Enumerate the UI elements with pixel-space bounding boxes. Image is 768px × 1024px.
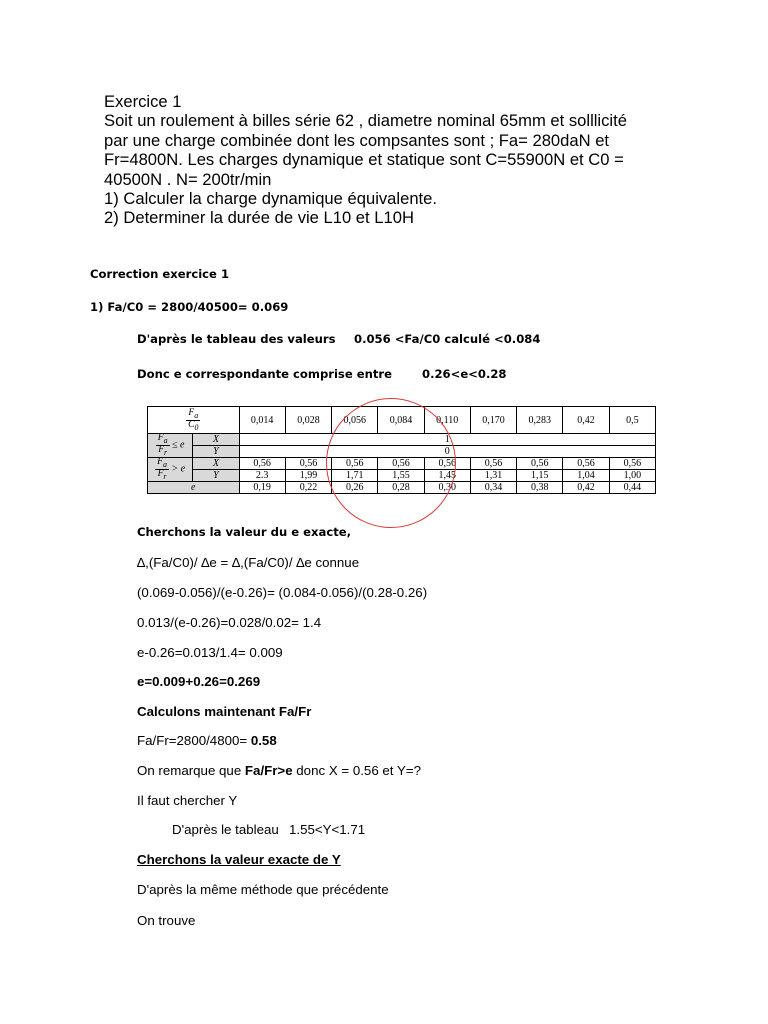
table-cell: 0,44	[609, 482, 655, 494]
correction-title: Correction exercice 1	[90, 267, 230, 281]
table-cell: 0,26	[332, 482, 378, 494]
table-column-header: 0,028	[285, 407, 331, 434]
exercise-question-1: 1) Calculer la charge dynamique équivalente.	[104, 189, 437, 209]
table-cell: 0,56	[517, 458, 563, 470]
table-row	[148, 470, 656, 482]
exercise-line: 40500N . N= 200tr/min	[104, 169, 272, 189]
remark-suffix: donc X = 0.56 et Y=?	[292, 763, 421, 778]
y-value-le-e: 0	[239, 446, 655, 458]
fafr-prefix: Fa/Fr=2800/4800=	[137, 733, 251, 748]
condition-gt-e: $\frac{F_a}{F_r}$ > e	[148, 458, 193, 482]
table-cell: 0,56	[563, 458, 609, 470]
table-cell: 1,31	[470, 470, 516, 482]
table-cell: 0,34	[470, 482, 516, 494]
table-cell: 1,45	[424, 470, 470, 482]
table-column-header: 0,5	[609, 407, 655, 434]
table-row	[148, 446, 656, 458]
table-cell: 1,55	[378, 470, 424, 482]
correction-step-1: 1) Fa/C0 = 2800/40500= 0.069	[90, 300, 289, 314]
exercise-line: Fr=4800N. Les charges dynamique et statique sont C=55900N et C0 =	[104, 150, 624, 170]
exercise-line: Soit un roulement à billes série 62 , diametre nominal 65mm et solllicité	[104, 111, 627, 131]
table-cell: 0,38	[517, 482, 563, 494]
table-cell: 1,00	[609, 470, 655, 482]
x-label: X	[193, 458, 239, 470]
exercise-line: par une charge combinée dont les compsantes sont ; Fa= 280daN et	[104, 130, 610, 150]
fafr-line	[137, 733, 277, 748]
fafr-value: 0.58	[250, 733, 277, 748]
equation-3: e-0.26=0.013/1.4= 0.009	[137, 645, 283, 660]
remark-line	[137, 763, 421, 778]
table-column-header: 0,110	[424, 407, 470, 434]
table-cell: 0,56	[285, 458, 331, 470]
table-cell: 1,71	[332, 470, 378, 482]
coefficient-table	[147, 406, 656, 504]
exercise-block	[104, 92, 627, 228]
table-row	[148, 482, 656, 494]
table-cell: 1,99	[285, 470, 331, 482]
exercise-question-2: 2) Determiner la durée de vie L10 et L10H	[104, 208, 414, 228]
on-trouve-line: On trouve	[137, 913, 196, 928]
remark-prefix: On remarque que	[137, 763, 245, 778]
equation-4-result: e=0.009+0.26=0.269	[137, 674, 261, 689]
heading-y-exacte: Cherchons la valeur exacte de Y	[137, 852, 341, 867]
table-column-header: 0,084	[378, 407, 424, 434]
e-label: e	[148, 482, 240, 494]
table-cell: 0,30	[424, 482, 470, 494]
table-cell: 0,56	[470, 458, 516, 470]
table-header-row	[148, 407, 656, 434]
table-column-header: 0,170	[470, 407, 516, 434]
table-cell: 2.3	[239, 470, 285, 482]
table-cell: 0,22	[285, 482, 331, 494]
table-cell: 0,42	[563, 482, 609, 494]
tableau-label: D'après le tableau des valeurs	[137, 332, 336, 346]
table-cell: 0,56	[424, 458, 470, 470]
delta-equation: ∆,(Fa/C0)/ ∆e = ∆,(Fa/C0)/ ∆e connue	[137, 555, 360, 570]
heading-e-exacte: Cherchons la valeur du e exacte,	[137, 525, 352, 539]
apres-tableau: D'après le tableau	[172, 822, 279, 837]
equation-1: (0.069-0.056)/(e-0.26)= (0.084-0.056)/(0.28-0.26)	[137, 585, 428, 600]
table-cell: 0,56	[332, 458, 378, 470]
equation-2: 0.013/(e-0.26)=0.028/0.02= 1.4	[137, 615, 322, 630]
table-cell: 0,56	[239, 458, 285, 470]
donc-value: 0.26<e<0.28	[422, 367, 507, 381]
condition-le-e: $\frac{F_a}{F_r}$ ≤ e	[148, 434, 193, 458]
table-cell: 1,04	[563, 470, 609, 482]
table-row	[148, 434, 656, 446]
table-column-header: 0,014	[239, 407, 285, 434]
donc-label: Donc e correspondante comprise entre	[137, 367, 392, 381]
table-cell: 0,19	[239, 482, 285, 494]
table-header-label: $\frac{F_a}{C_0}$	[148, 407, 240, 434]
x-label: X	[193, 434, 239, 446]
heading-fafr: Calculons maintenant Fa/Fr	[137, 704, 312, 719]
table-column-header: 0,283	[517, 407, 563, 434]
table-row	[148, 458, 656, 470]
tableau-value: 0.056 <Fa/C0 calculé <0.084	[354, 332, 541, 346]
table-cell: 0,56	[378, 458, 424, 470]
x-value-le-e: 1	[239, 434, 655, 446]
exercise-title: Exercice 1	[104, 92, 182, 111]
table-cell: 1,15	[517, 470, 563, 482]
y-range: 1.55<Y<1.71	[289, 822, 366, 837]
remark-bold: Fa/Fr>e	[244, 763, 293, 778]
search-y-line: Il faut chercher Y	[137, 793, 238, 808]
y-label: Y	[193, 470, 239, 482]
table-cell: 0,28	[378, 482, 424, 494]
y-label: Y	[193, 446, 239, 458]
table-column-header: 0,42	[563, 407, 609, 434]
methode-line: D'après la même méthode que précédente	[137, 882, 389, 897]
table-column-header: 0,056	[332, 407, 378, 434]
table-cell: 0,56	[609, 458, 655, 470]
